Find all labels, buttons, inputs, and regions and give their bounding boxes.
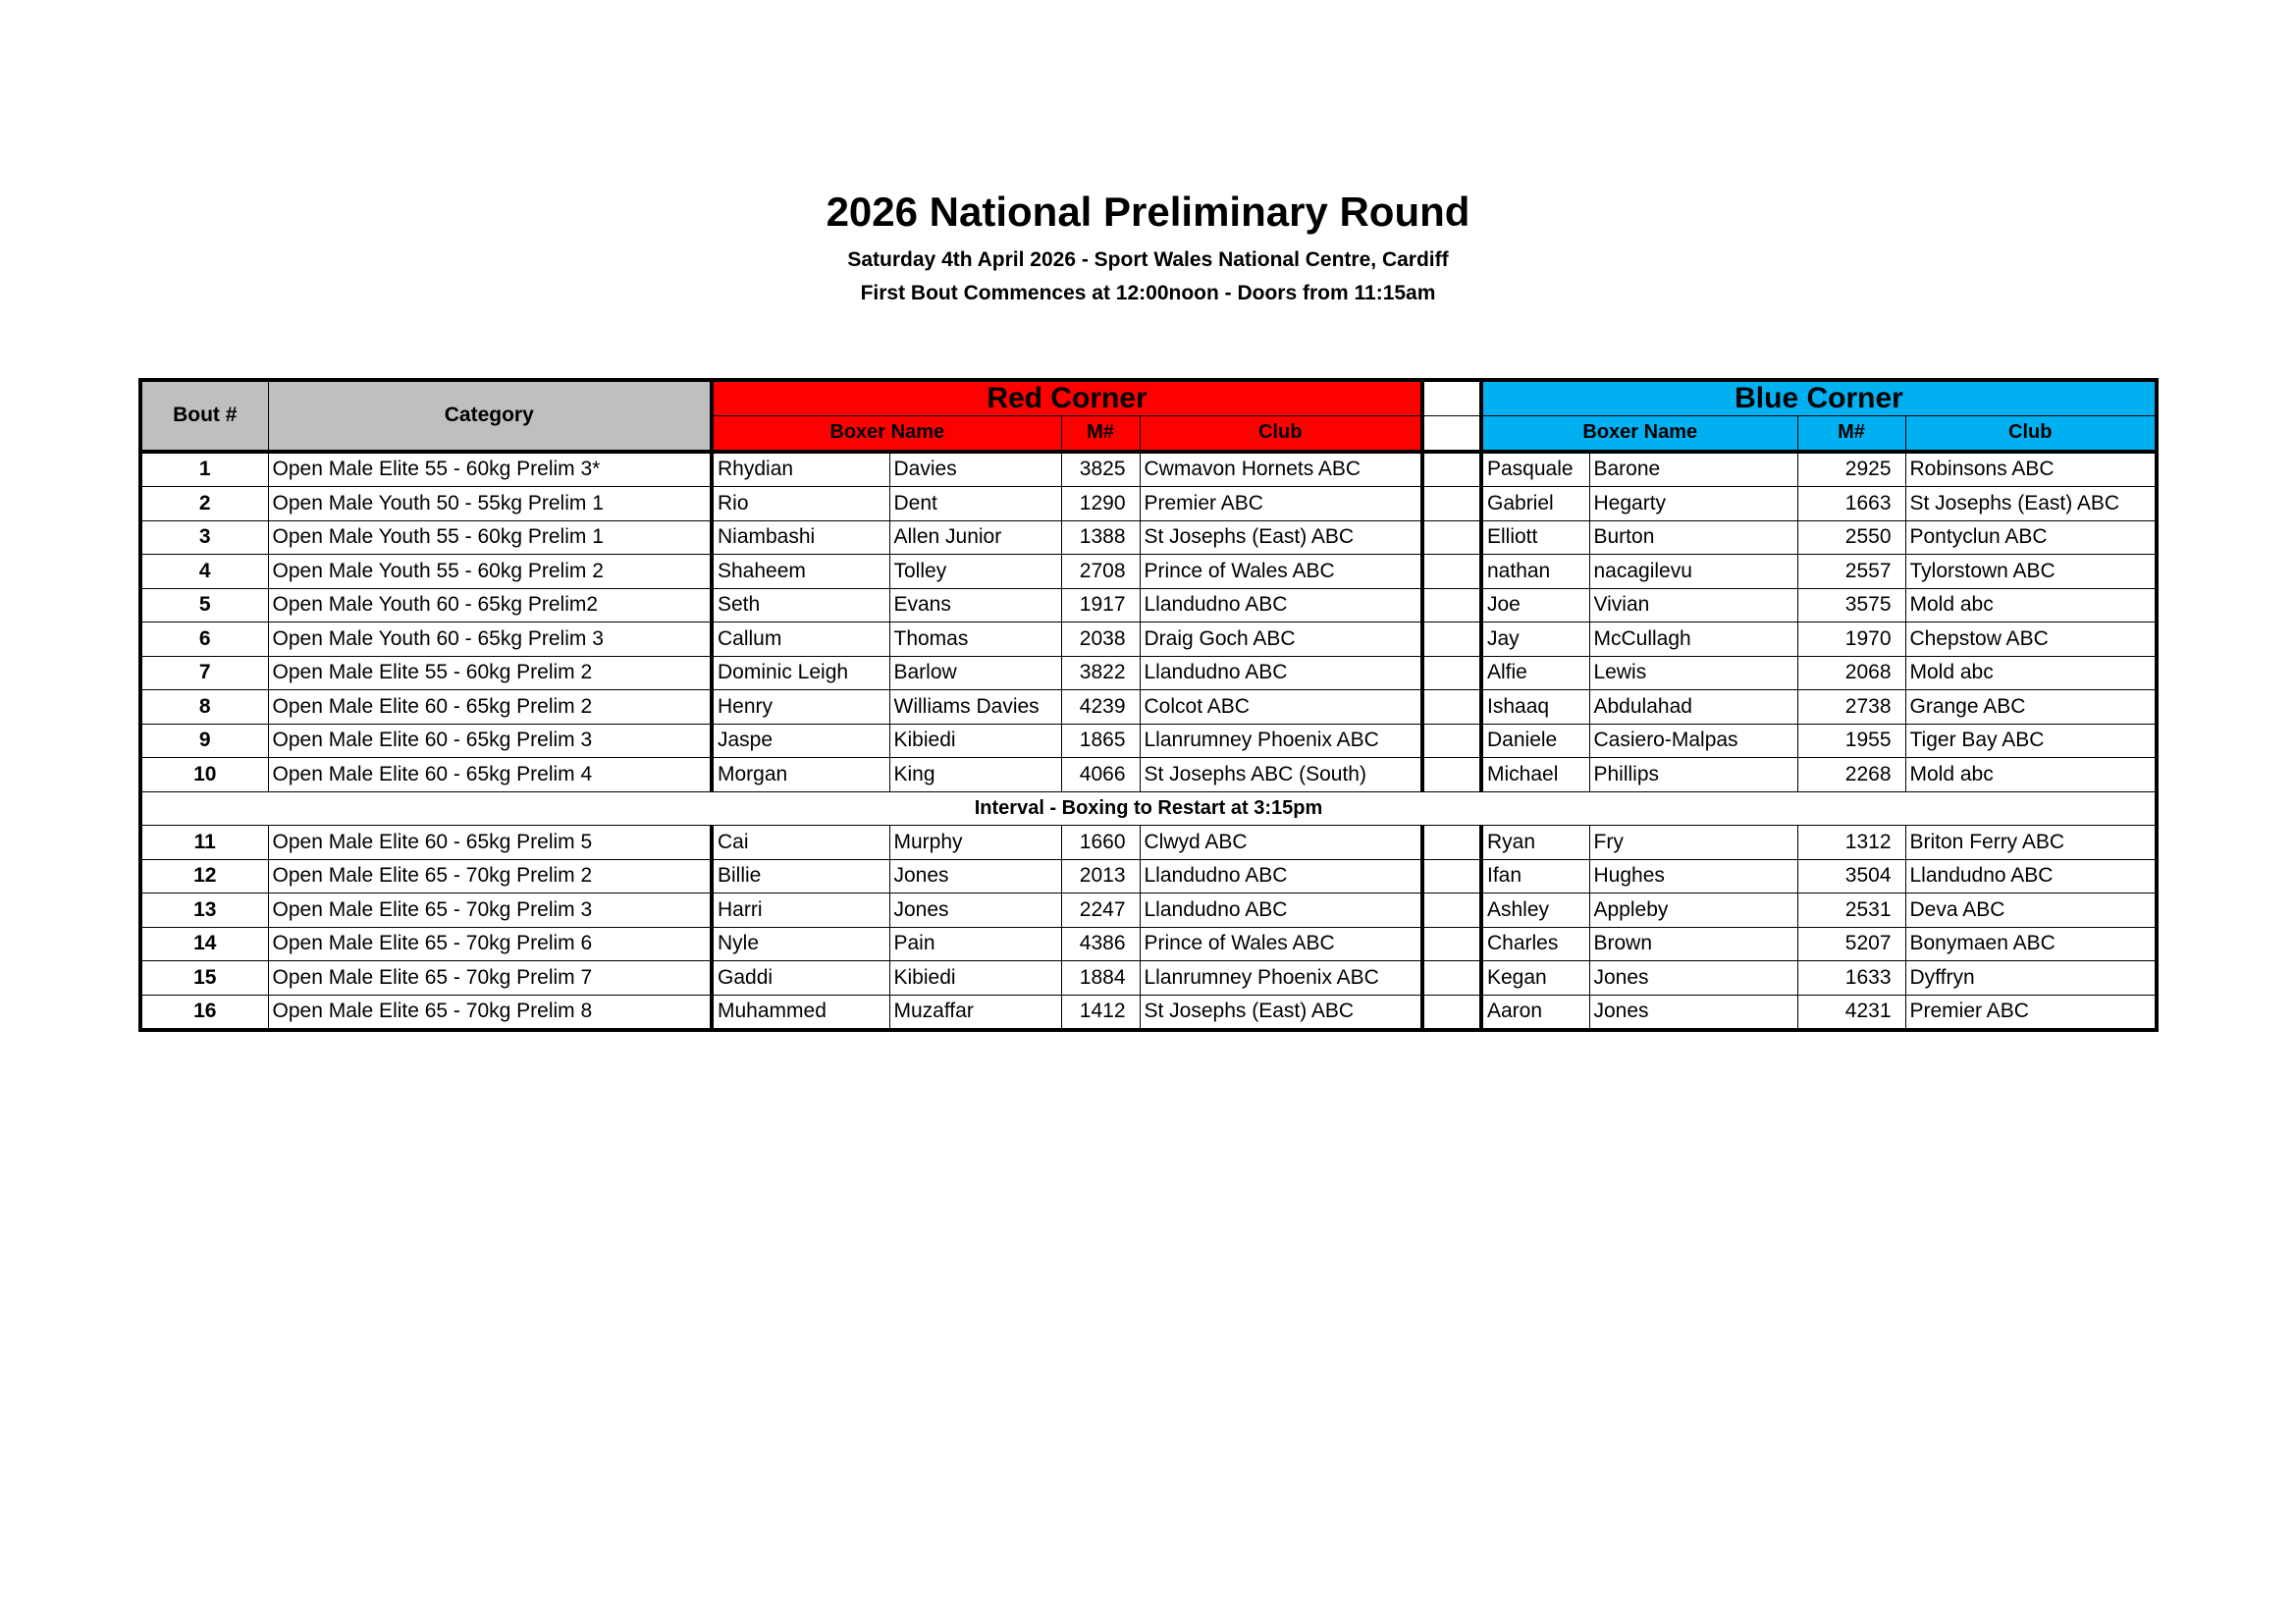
blue-club: Chepstow ABC xyxy=(1905,623,2157,657)
red-membership-number: 1917 xyxy=(1061,588,1140,623)
bout-number: 13 xyxy=(140,893,268,928)
bout-number: 1 xyxy=(140,452,268,487)
blue-boxer-first-name: Gabriel xyxy=(1481,487,1589,521)
blue-boxer-first-name: Elliott xyxy=(1481,520,1589,555)
blue-boxer-first-name: nathan xyxy=(1481,555,1589,589)
red-club: Llandudno ABC xyxy=(1140,893,1422,928)
spacer-cell xyxy=(1422,623,1481,657)
blue-club: Robinsons ABC xyxy=(1905,452,2157,487)
bout-category: Open Male Elite 60 - 65kg Prelim 5 xyxy=(268,826,712,860)
bout-category: Open Male Elite 60 - 65kg Prelim 3 xyxy=(268,724,712,758)
blue-club: Tylorstown ABC xyxy=(1905,555,2157,589)
blue-boxer-first-name: Jay xyxy=(1481,623,1589,657)
blue-boxer-first-name: Ryan xyxy=(1481,826,1589,860)
spacer-cell xyxy=(1422,452,1481,487)
blue-membership-number: 1663 xyxy=(1797,487,1905,521)
red-membership-number: 4386 xyxy=(1061,927,1140,961)
spacer-header xyxy=(1422,380,1481,416)
red-boxer-last-name: Kibiedi xyxy=(889,961,1061,996)
spacer-cell xyxy=(1422,927,1481,961)
spacer-cell xyxy=(1422,588,1481,623)
red-boxer-last-name: Thomas xyxy=(889,623,1061,657)
red-boxer-first-name: Henry xyxy=(712,690,889,725)
red-club: Llandudno ABC xyxy=(1140,656,1422,690)
table-row xyxy=(140,826,2157,860)
table-row xyxy=(140,758,2157,792)
red-membership-number: 4239 xyxy=(1061,690,1140,725)
bout-number: 3 xyxy=(140,520,268,555)
blue-boxer-name-header: Boxer Name xyxy=(1481,416,1797,452)
blue-membership-number: 5207 xyxy=(1797,927,1905,961)
blue-boxer-first-name: Kegan xyxy=(1481,961,1589,996)
bout-table-body xyxy=(140,452,2157,1031)
bout-number: 12 xyxy=(140,859,268,893)
red-boxer-first-name: Callum xyxy=(712,623,889,657)
table-row xyxy=(140,995,2157,1030)
bout-category: Open Male Elite 65 - 70kg Prelim 2 xyxy=(268,859,712,893)
red-membership-number: 1884 xyxy=(1061,961,1140,996)
blue-membership-number: 1970 xyxy=(1797,623,1905,657)
bout-category: Open Male Youth 60 - 65kg Prelim2 xyxy=(268,588,712,623)
blue-club: St Josephs (East) ABC xyxy=(1905,487,2157,521)
table-row xyxy=(140,656,2157,690)
blue-membership-number: 1955 xyxy=(1797,724,1905,758)
blue-club: Mold abc xyxy=(1905,758,2157,792)
red-membership-number: 1412 xyxy=(1061,995,1140,1030)
red-boxer-first-name: Morgan xyxy=(712,758,889,792)
red-corner-header: Red Corner xyxy=(712,380,1422,416)
bout-category: Open Male Elite 65 - 70kg Prelim 3 xyxy=(268,893,712,928)
bout-number: 15 xyxy=(140,961,268,996)
red-boxer-last-name: Tolley xyxy=(889,555,1061,589)
red-club: Clwyd ABC xyxy=(1140,826,1422,860)
interval-text: Interval - Boxing to Restart at 3:15pm xyxy=(140,791,2157,826)
blue-boxer-last-name: Abdulahad xyxy=(1589,690,1797,725)
table-row xyxy=(140,961,2157,996)
blue-membership-number: 2557 xyxy=(1797,555,1905,589)
red-membership-number: 1388 xyxy=(1061,520,1140,555)
spacer-cell xyxy=(1422,487,1481,521)
bout-number: 11 xyxy=(140,826,268,860)
red-boxer-last-name: Williams Davies xyxy=(889,690,1061,725)
spacer-cell xyxy=(1422,893,1481,928)
page-title: 2026 National Preliminary Round xyxy=(826,189,1470,235)
blue-membership-number: 2268 xyxy=(1797,758,1905,792)
red-membership-number: 1865 xyxy=(1061,724,1140,758)
red-club: Llanrumney Phoenix ABC xyxy=(1140,961,1422,996)
bout-category: Open Male Elite 65 - 70kg Prelim 8 xyxy=(268,995,712,1030)
blue-boxer-first-name: Aaron xyxy=(1481,995,1589,1030)
blue-membership-number: 2738 xyxy=(1797,690,1905,725)
spacer-cell xyxy=(1422,995,1481,1030)
blue-boxer-last-name: Barone xyxy=(1589,452,1797,487)
bout-number: 8 xyxy=(140,690,268,725)
bout-category: Open Male Elite 65 - 70kg Prelim 6 xyxy=(268,927,712,961)
red-boxer-last-name: Kibiedi xyxy=(889,724,1061,758)
red-boxer-first-name: Jaspe xyxy=(712,724,889,758)
bout-category: Open Male Youth 55 - 60kg Prelim 1 xyxy=(268,520,712,555)
blue-boxer-last-name: Phillips xyxy=(1589,758,1797,792)
blue-club: Mold abc xyxy=(1905,656,2157,690)
spacer-cell xyxy=(1422,555,1481,589)
red-boxer-last-name: Barlow xyxy=(889,656,1061,690)
table-row xyxy=(140,520,2157,555)
blue-boxer-last-name: Brown xyxy=(1589,927,1797,961)
red-boxer-last-name: Evans xyxy=(889,588,1061,623)
red-boxer-name-header: Boxer Name xyxy=(712,416,1061,452)
bout-category: Open Male Elite 60 - 65kg Prelim 2 xyxy=(268,690,712,725)
red-membership-number: 4066 xyxy=(1061,758,1140,792)
table-row xyxy=(140,893,2157,928)
red-boxer-first-name: Rio xyxy=(712,487,889,521)
red-boxer-last-name: Jones xyxy=(889,859,1061,893)
spacer-cell xyxy=(1422,758,1481,792)
red-boxer-first-name: Harri xyxy=(712,893,889,928)
red-club: Llandudno ABC xyxy=(1140,588,1422,623)
red-club: Llandudno ABC xyxy=(1140,859,1422,893)
bout-number: 4 xyxy=(140,555,268,589)
table-row xyxy=(140,927,2157,961)
red-club: St Josephs (East) ABC xyxy=(1140,995,1422,1030)
blue-boxer-last-name: Appleby xyxy=(1589,893,1797,928)
spacer-cell xyxy=(1422,724,1481,758)
red-club: Colcot ABC xyxy=(1140,690,1422,725)
blue-membership-number: 2531 xyxy=(1797,893,1905,928)
red-boxer-last-name: Allen Junior xyxy=(889,520,1061,555)
red-membership-number: 3825 xyxy=(1061,452,1140,487)
blue-boxer-last-name: McCullagh xyxy=(1589,623,1797,657)
bout-number: 2 xyxy=(140,487,268,521)
bout-number: 10 xyxy=(140,758,268,792)
blue-membership-header: M# xyxy=(1797,416,1905,452)
blue-boxer-first-name: Charles xyxy=(1481,927,1589,961)
interval-row xyxy=(140,791,2157,826)
red-boxer-last-name: Dent xyxy=(889,487,1061,521)
red-membership-number: 1660 xyxy=(1061,826,1140,860)
bout-number: 14 xyxy=(140,927,268,961)
red-boxer-last-name: King xyxy=(889,758,1061,792)
bout-category: Open Male Elite 55 - 60kg Prelim 3* xyxy=(268,452,712,487)
table-row xyxy=(140,690,2157,725)
table-row xyxy=(140,555,2157,589)
bout-category: Open Male Youth 55 - 60kg Prelim 2 xyxy=(268,555,712,589)
red-club: Premier ABC xyxy=(1140,487,1422,521)
spacer-cell xyxy=(1422,520,1481,555)
table-row xyxy=(140,588,2157,623)
blue-boxer-first-name: Daniele xyxy=(1481,724,1589,758)
category-header: Category xyxy=(268,380,712,452)
red-membership-number: 2247 xyxy=(1061,893,1140,928)
blue-club: Briton Ferry ABC xyxy=(1905,826,2157,860)
blue-boxer-last-name: Jones xyxy=(1589,961,1797,996)
red-boxer-first-name: Cai xyxy=(712,826,889,860)
red-boxer-first-name: Niambashi xyxy=(712,520,889,555)
red-membership-number: 2038 xyxy=(1061,623,1140,657)
blue-membership-number: 4231 xyxy=(1797,995,1905,1030)
blue-boxer-first-name: Ishaaq xyxy=(1481,690,1589,725)
blue-membership-number: 3504 xyxy=(1797,859,1905,893)
blue-club: Pontyclun ABC xyxy=(1905,520,2157,555)
red-club: Prince of Wales ABC xyxy=(1140,555,1422,589)
blue-boxer-last-name: Fry xyxy=(1589,826,1797,860)
bout-number: 5 xyxy=(140,588,268,623)
blue-club: Llandudno ABC xyxy=(1905,859,2157,893)
blue-club: Deva ABC xyxy=(1905,893,2157,928)
blue-boxer-last-name: Burton xyxy=(1589,520,1797,555)
red-boxer-last-name: Davies xyxy=(889,452,1061,487)
red-membership-number: 2708 xyxy=(1061,555,1140,589)
blue-boxer-first-name: Ifan xyxy=(1481,859,1589,893)
red-boxer-first-name: Nyle xyxy=(712,927,889,961)
red-membership-number: 3822 xyxy=(1061,656,1140,690)
spacer-cell xyxy=(1422,961,1481,996)
blue-membership-number: 2925 xyxy=(1797,452,1905,487)
red-club: Draig Goch ABC xyxy=(1140,623,1422,657)
bout-category: Open Male Elite 65 - 70kg Prelim 7 xyxy=(268,961,712,996)
blue-boxer-first-name: Pasquale xyxy=(1481,452,1589,487)
red-club: Prince of Wales ABC xyxy=(1140,927,1422,961)
blue-club: Premier ABC xyxy=(1905,995,2157,1030)
red-boxer-last-name: Jones xyxy=(889,893,1061,928)
red-club-header: Club xyxy=(1140,416,1422,452)
red-boxer-first-name: Dominic Leigh xyxy=(712,656,889,690)
red-boxer-last-name: Murphy xyxy=(889,826,1061,860)
table-row xyxy=(140,859,2157,893)
spacer-subheader xyxy=(1422,416,1481,452)
red-membership-header: M# xyxy=(1061,416,1140,452)
event-timings: First Bout Commences at 12:00noon - Doors from 11:15am xyxy=(860,282,1436,304)
blue-boxer-last-name: Casiero-Malpas xyxy=(1589,724,1797,758)
red-club: St Josephs (East) ABC xyxy=(1140,520,1422,555)
spacer-cell xyxy=(1422,826,1481,860)
spacer-cell xyxy=(1422,656,1481,690)
table-row xyxy=(140,623,2157,657)
bout-category: Open Male Elite 60 - 65kg Prelim 4 xyxy=(268,758,712,792)
blue-boxer-first-name: Alfie xyxy=(1481,656,1589,690)
table-row xyxy=(140,452,2157,487)
red-club: Llanrumney Phoenix ABC xyxy=(1140,724,1422,758)
blue-boxer-last-name: Hughes xyxy=(1589,859,1797,893)
bout-category: Open Male Elite 55 - 60kg Prelim 2 xyxy=(268,656,712,690)
blue-club: Mold abc xyxy=(1905,588,2157,623)
blue-club: Bonymaen ABC xyxy=(1905,927,2157,961)
blue-membership-number: 1312 xyxy=(1797,826,1905,860)
bout-table xyxy=(138,378,2159,1032)
blue-membership-number: 3575 xyxy=(1797,588,1905,623)
red-boxer-first-name: Rhydian xyxy=(712,452,889,487)
bout-number: 6 xyxy=(140,623,268,657)
spacer-cell xyxy=(1422,859,1481,893)
red-boxer-first-name: Muhammed xyxy=(712,995,889,1030)
blue-boxer-first-name: Ashley xyxy=(1481,893,1589,928)
red-membership-number: 1290 xyxy=(1061,487,1140,521)
blue-boxer-first-name: Joe xyxy=(1481,588,1589,623)
red-boxer-first-name: Billie xyxy=(712,859,889,893)
red-boxer-last-name: Muzaffar xyxy=(889,995,1061,1030)
blue-membership-number: 2550 xyxy=(1797,520,1905,555)
blue-membership-number: 2068 xyxy=(1797,656,1905,690)
blue-boxer-last-name: Hegarty xyxy=(1589,487,1797,521)
red-boxer-last-name: Pain xyxy=(889,927,1061,961)
bout-category: Open Male Youth 50 - 55kg Prelim 1 xyxy=(268,487,712,521)
blue-club: Grange ABC xyxy=(1905,690,2157,725)
bout-number: 7 xyxy=(140,656,268,690)
spacer-cell xyxy=(1422,690,1481,725)
red-club: Cwmavon Hornets ABC xyxy=(1140,452,1422,487)
blue-boxer-first-name: Michael xyxy=(1481,758,1589,792)
blue-boxer-last-name: Vivian xyxy=(1589,588,1797,623)
red-boxer-first-name: Shaheem xyxy=(712,555,889,589)
red-boxer-first-name: Seth xyxy=(712,588,889,623)
table-row xyxy=(140,724,2157,758)
red-boxer-first-name: Gaddi xyxy=(712,961,889,996)
blue-membership-number: 1633 xyxy=(1797,961,1905,996)
bout-number: 16 xyxy=(140,995,268,1030)
blue-club-header: Club xyxy=(1905,416,2157,452)
table-row xyxy=(140,487,2157,521)
blue-corner-header: Blue Corner xyxy=(1481,380,2157,416)
bout-number: 9 xyxy=(140,724,268,758)
bout-header: Bout # xyxy=(140,380,268,452)
blue-club: Dyffryn xyxy=(1905,961,2157,996)
blue-boxer-last-name: Jones xyxy=(1589,995,1797,1030)
red-membership-number: 2013 xyxy=(1061,859,1140,893)
bout-category: Open Male Youth 60 - 65kg Prelim 3 xyxy=(268,623,712,657)
event-date-venue: Saturday 4th April 2026 - Sport Wales National Centre, Cardiff xyxy=(847,248,1449,271)
blue-club: Tiger Bay ABC xyxy=(1905,724,2157,758)
blue-boxer-last-name: nacagilevu xyxy=(1589,555,1797,589)
blue-boxer-last-name: Lewis xyxy=(1589,656,1797,690)
red-club: St Josephs ABC (South) xyxy=(1140,758,1422,792)
